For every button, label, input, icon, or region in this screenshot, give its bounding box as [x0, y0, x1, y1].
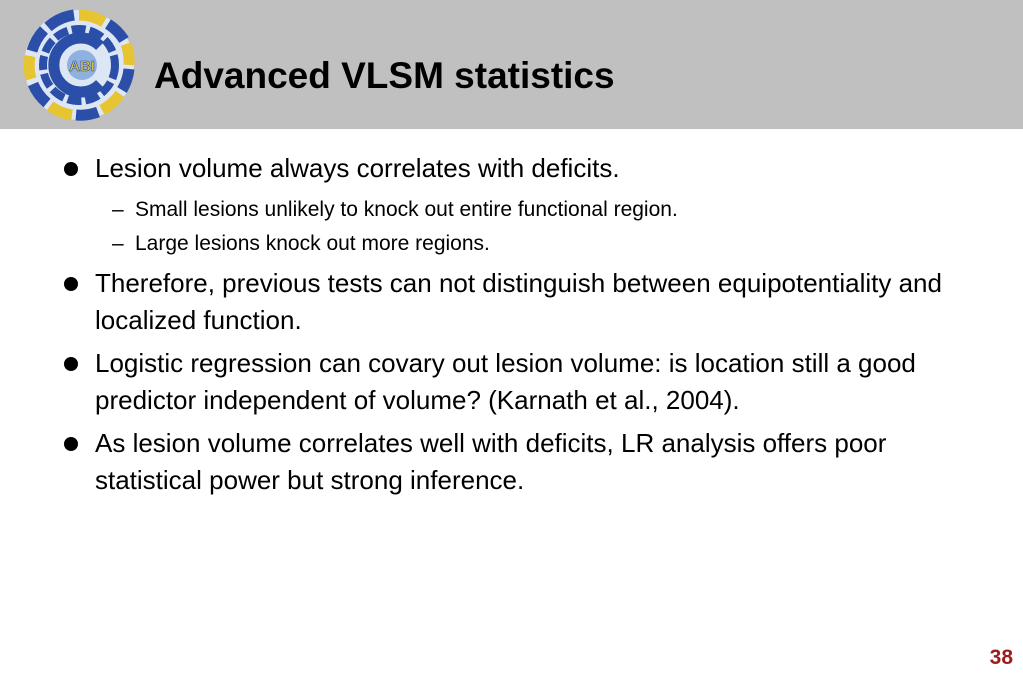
page-number: 38: [989, 646, 1013, 669]
bullet-item: [62, 425, 942, 499]
bullet-dot-icon: [64, 277, 78, 291]
bullet-dot-icon: [64, 162, 78, 176]
sub-bullet-item: [62, 227, 942, 261]
dash-icon: –: [112, 198, 124, 221]
bullet-item: [62, 265, 942, 339]
sub-bullet-list: [62, 193, 942, 261]
sub-bullet-text: Large lesions knock out more regions.: [135, 232, 490, 255]
logo-text: ABI: [69, 58, 95, 75]
sub-bullet-text: Small lesions unlikely to knock out entire functional region.: [135, 198, 678, 221]
dash-icon: –: [112, 232, 124, 255]
bullet-text: Therefore, previous tests can not distinguish between equipotentiality and localized function.: [95, 268, 942, 335]
slide-title: Advanced VLSM statistics: [154, 55, 615, 96]
bullet-dot-icon: [64, 357, 78, 371]
bullet-dot-icon: [64, 437, 78, 451]
bullet-text: Lesion volume always correlates with deficits.: [95, 153, 620, 183]
abi-logo: [22, 8, 136, 122]
bullet-list: [62, 150, 942, 505]
bullet-item: [62, 345, 942, 419]
bullet-text: As lesion volume correlates well with deficits, LR analysis offers poor statistical power but strong inference.: [95, 428, 887, 495]
bullet-item: [62, 150, 942, 187]
bullet-text: Logistic regression can covary out lesion volume: is location still a good predictor independent of volume? (Karnath et al., 2004).: [95, 348, 916, 415]
sub-bullet-item: [62, 193, 942, 227]
